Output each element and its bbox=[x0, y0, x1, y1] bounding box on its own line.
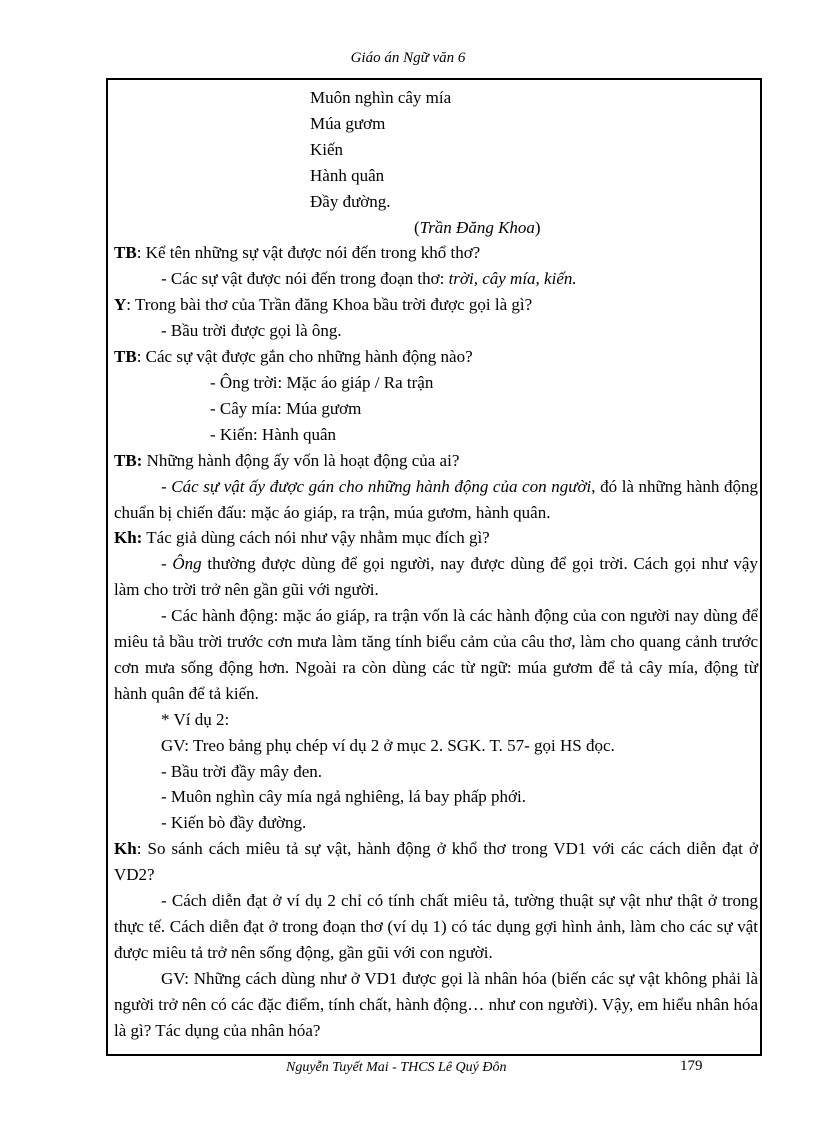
poem-line: Múa gươm bbox=[310, 113, 386, 133]
poem-line: Đầy đường. bbox=[310, 191, 391, 211]
answer-5: - Ông thường được dùng để gọi người, nay được dùng để gọi trời. Cách gọi như vậy làm cho trời trở nên gần gũi với người. bbox=[114, 554, 758, 600]
example-2-heading: * Ví dụ 2: bbox=[161, 709, 230, 729]
answer-1: - Các sự vật được nói đến trong đoạn thơ: trời, cây mía, kiến. bbox=[161, 269, 577, 289]
question-label: TB bbox=[114, 347, 137, 367]
answer-3-item: - Ông trời: Mặc áo giáp / Ra trận bbox=[210, 372, 434, 392]
poem-line: Hành quân bbox=[310, 165, 385, 185]
question-3: TB: Các sự vật được gắn cho những hành động nào? bbox=[114, 347, 473, 367]
question-label: Kh bbox=[114, 839, 137, 859]
answer-3-item: - Kiến: Hành quân bbox=[210, 424, 337, 444]
poem-line: Muôn nghìn cây mía bbox=[310, 88, 452, 107]
example-2-instruction: GV: Treo bảng phụ chép ví dụ 2 ở mục 2. SGK. T. 57- gọi HS đọc. bbox=[161, 735, 615, 755]
answer-4: - Các sự vật ấy được gán cho những hành động của con người, đó là những hành động chuẩn bị chiến đấu: mặc áo giáp, ra trận, múa gươm, hành quân. bbox=[114, 476, 758, 522]
question-label: Y bbox=[114, 295, 127, 315]
page-number: 179 bbox=[680, 1058, 703, 1074]
gv-conclusion: GV: Những cách dùng như ở VD1 được gọi là nhân hóa (biến các sự vật không phải là người trở nên có các đặc điểm, tính chất, hành động… như con người). Vậy, em hiểu nhân hóa là gì? Tác dụng của nhân hóa? bbox=[114, 968, 758, 1040]
question-label: Kh: bbox=[114, 528, 143, 548]
answer-3-item: - Cây mía: Múa gươm bbox=[210, 398, 362, 418]
example-2-item: - Muôn nghìn cây mía ngả nghiêng, lá bay phấp phới. bbox=[161, 787, 526, 807]
question-4: TB: Những hành động ấy vốn là hoạt động của ai? bbox=[114, 450, 460, 470]
lesson-content bbox=[114, 85, 758, 1044]
question-2: Y: Trong bài thơ của Trần đăng Khoa bầu trời được gọi là gì? bbox=[114, 295, 533, 315]
comparison-answer: - Cách diễn đạt ở ví dụ 2 chỉ có tính chất miêu tả, tường thuật sự vật như thật ở trong thực tế. Cách diễn đạt ở trong đoạn thơ (ví dụ 1) có tác dụng gợi hình ảnh, làm cho các sự vật được miêu tả trở nên sống động, gần gũi với con người. bbox=[114, 891, 758, 962]
question-label: TB: bbox=[114, 450, 143, 470]
poem-author: Trần Đăng Khoa bbox=[419, 217, 535, 237]
question-5: Kh: Tác giả dùng cách nói như vậy nhằm mục đích gì? bbox=[114, 528, 490, 548]
answer-2: - Bầu trời được gọi là ông. bbox=[161, 321, 342, 341]
comparison-question: Kh: So sánh cách miêu tả sự vật, hành động ở khổ thơ trong VD1 với các cách diễn đạt ở VD2? bbox=[114, 839, 758, 885]
question-label: TB bbox=[114, 243, 137, 263]
poem-line: Kiến bbox=[310, 139, 344, 159]
footer-author: Nguyễn Tuyết Mai - THCS Lê Quý Đôn bbox=[286, 1060, 507, 1075]
example-2-item: - Bầu trời đầy mây đen. bbox=[161, 761, 323, 781]
poem-credit: (Trần Đăng Khoa) bbox=[414, 217, 541, 237]
example-2-item: - Kiến bò đầy đường. bbox=[161, 813, 307, 833]
answer-5-paragraph-2: - Các hành động: mặc áo giáp, ra trận vốn là các hành động của con người nay dùng để miêu tả bầu trời trước cơn mưa làm tăng tính biểu cảm của câu thơ, làm cho quang cảnh trước cơn mưa sống động hơn. Ngoài ra còn dùng các từ ngữ: múa gươm để tả cây mía, động từ hành quân để tả kiến. bbox=[114, 606, 758, 703]
page-header-title: Giáo án Ngữ văn 6 bbox=[350, 50, 466, 66]
question-1: TB: Kể tên những sự vật được nói đến trong khổ thơ? bbox=[114, 243, 481, 263]
